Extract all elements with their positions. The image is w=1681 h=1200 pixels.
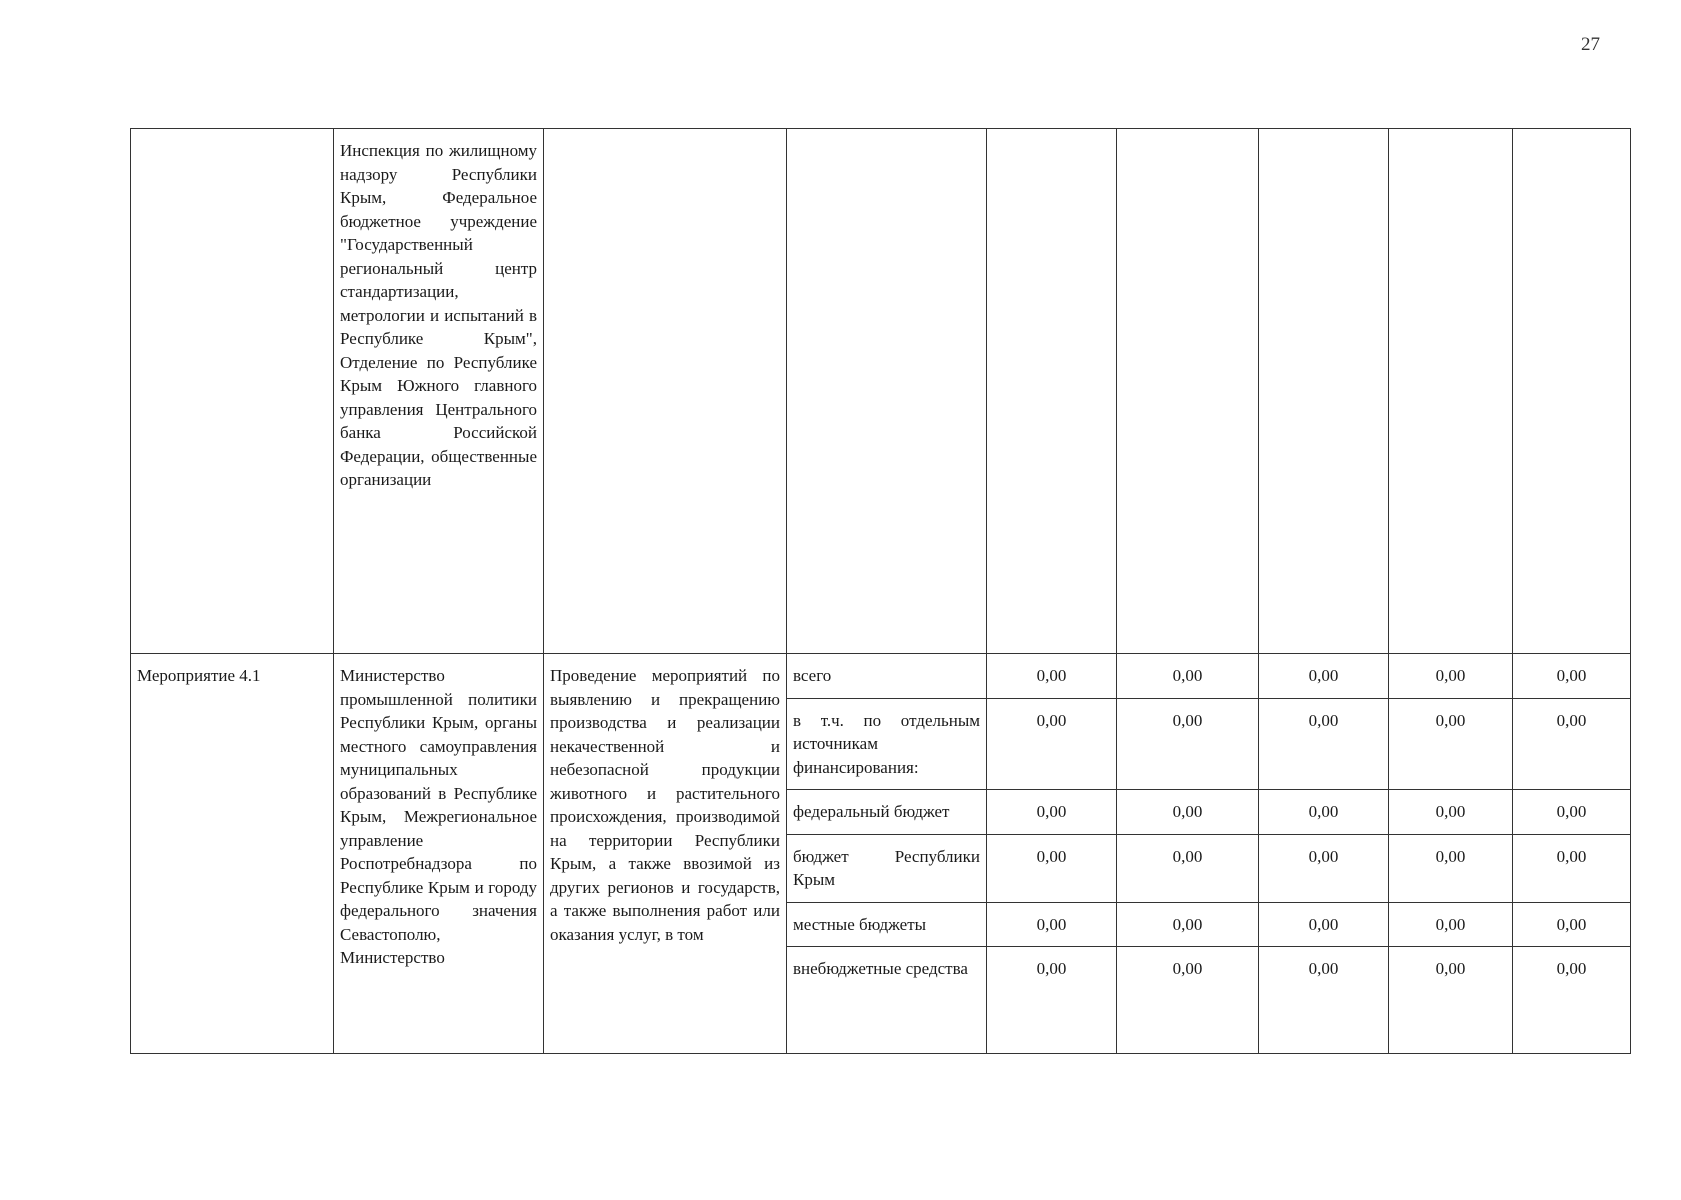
- cell-empty: [987, 129, 1117, 654]
- cell-measure-executors: Министерство промышленной политики Республики Крым, органы местного самоуправления муниципальных образований в Республике Крым, Межрегиональное управление Роспотребнадзора по Республике Крым и городу федерального значения Севастополю, Министерство: [334, 654, 544, 1054]
- cell-value: 0,00: [1389, 790, 1513, 835]
- table-row-funding: [131, 654, 1631, 699]
- cell-value: 0,00: [1389, 834, 1513, 902]
- cell-measure-description: Проведение мероприятий по выявлению и прекращению производства и реализации некачественной и небезопасной продукции животного и растительного происхождения, производимой на территории Республики Крым, а также ввозимой из других регионов и государств, а также выполнения работ или оказания услуг, в том: [544, 654, 787, 1054]
- cell-value: 0,00: [1259, 902, 1389, 947]
- cell-value: 0,00: [1117, 947, 1259, 1054]
- cell-value: 0,00: [1259, 654, 1389, 699]
- cell-value: 0,00: [1259, 698, 1389, 790]
- cell-empty: [1117, 129, 1259, 654]
- cell-value: 0,00: [1259, 790, 1389, 835]
- cell-value: 0,00: [1389, 698, 1513, 790]
- cell-value: 0,00: [987, 947, 1117, 1054]
- cell-funding-source: федеральный бюджет: [787, 790, 987, 835]
- cell-funding-source: внебюджетные средства: [787, 947, 987, 1054]
- page-number: 27: [1581, 34, 1600, 55]
- cell-value: 0,00: [1513, 834, 1631, 902]
- cell-value: 0,00: [1513, 902, 1631, 947]
- cell-value: 0,00: [1389, 947, 1513, 1054]
- cell-value: 0,00: [1513, 654, 1631, 699]
- cell-empty: [1389, 129, 1513, 654]
- cell-empty: [544, 129, 787, 654]
- cell-value: 0,00: [987, 834, 1117, 902]
- cell-value: 0,00: [1513, 947, 1631, 1054]
- cell-value: 0,00: [1117, 654, 1259, 699]
- cell-value: 0,00: [987, 654, 1117, 699]
- cell-value: 0,00: [1259, 947, 1389, 1054]
- cell-empty: [1513, 129, 1631, 654]
- cell-value: 0,00: [1389, 902, 1513, 947]
- cell-value: 0,00: [1117, 790, 1259, 835]
- table-row-continuation: [131, 129, 1631, 654]
- cell-measure-name: Мероприятие 4.1: [131, 654, 334, 1054]
- cell-funding-source: местные бюджеты: [787, 902, 987, 947]
- cell-value: 0,00: [1117, 902, 1259, 947]
- cell-value: 0,00: [1259, 834, 1389, 902]
- cell-executors-continuation: Инспекция по жилищному надзору Республики Крым, Федеральное бюджетное учреждение "Государственный региональный центр стандартизации, метрологии и испытаний в Республике Крым", Отделение по Республике Крым Южного главного управления Центрального банка Российской Федерации, общественные организации: [334, 129, 544, 654]
- cell-value: 0,00: [1389, 654, 1513, 699]
- cell-value: 0,00: [1117, 698, 1259, 790]
- cell-value: 0,00: [1117, 834, 1259, 902]
- program-table: [130, 128, 1631, 1054]
- cell-funding-source: в т.ч. по отдельным источникам финансирования:: [787, 698, 987, 790]
- cell-value: 0,00: [987, 790, 1117, 835]
- cell-funding-source: всего: [787, 654, 987, 699]
- cell-value: 0,00: [1513, 698, 1631, 790]
- cell-value: 0,00: [987, 902, 1117, 947]
- cell-value: 0,00: [987, 698, 1117, 790]
- cell-empty: [131, 129, 334, 654]
- cell-empty: [1259, 129, 1389, 654]
- cell-empty: [787, 129, 987, 654]
- cell-value: 0,00: [1513, 790, 1631, 835]
- cell-funding-source: бюджет Республики Крым: [787, 834, 987, 902]
